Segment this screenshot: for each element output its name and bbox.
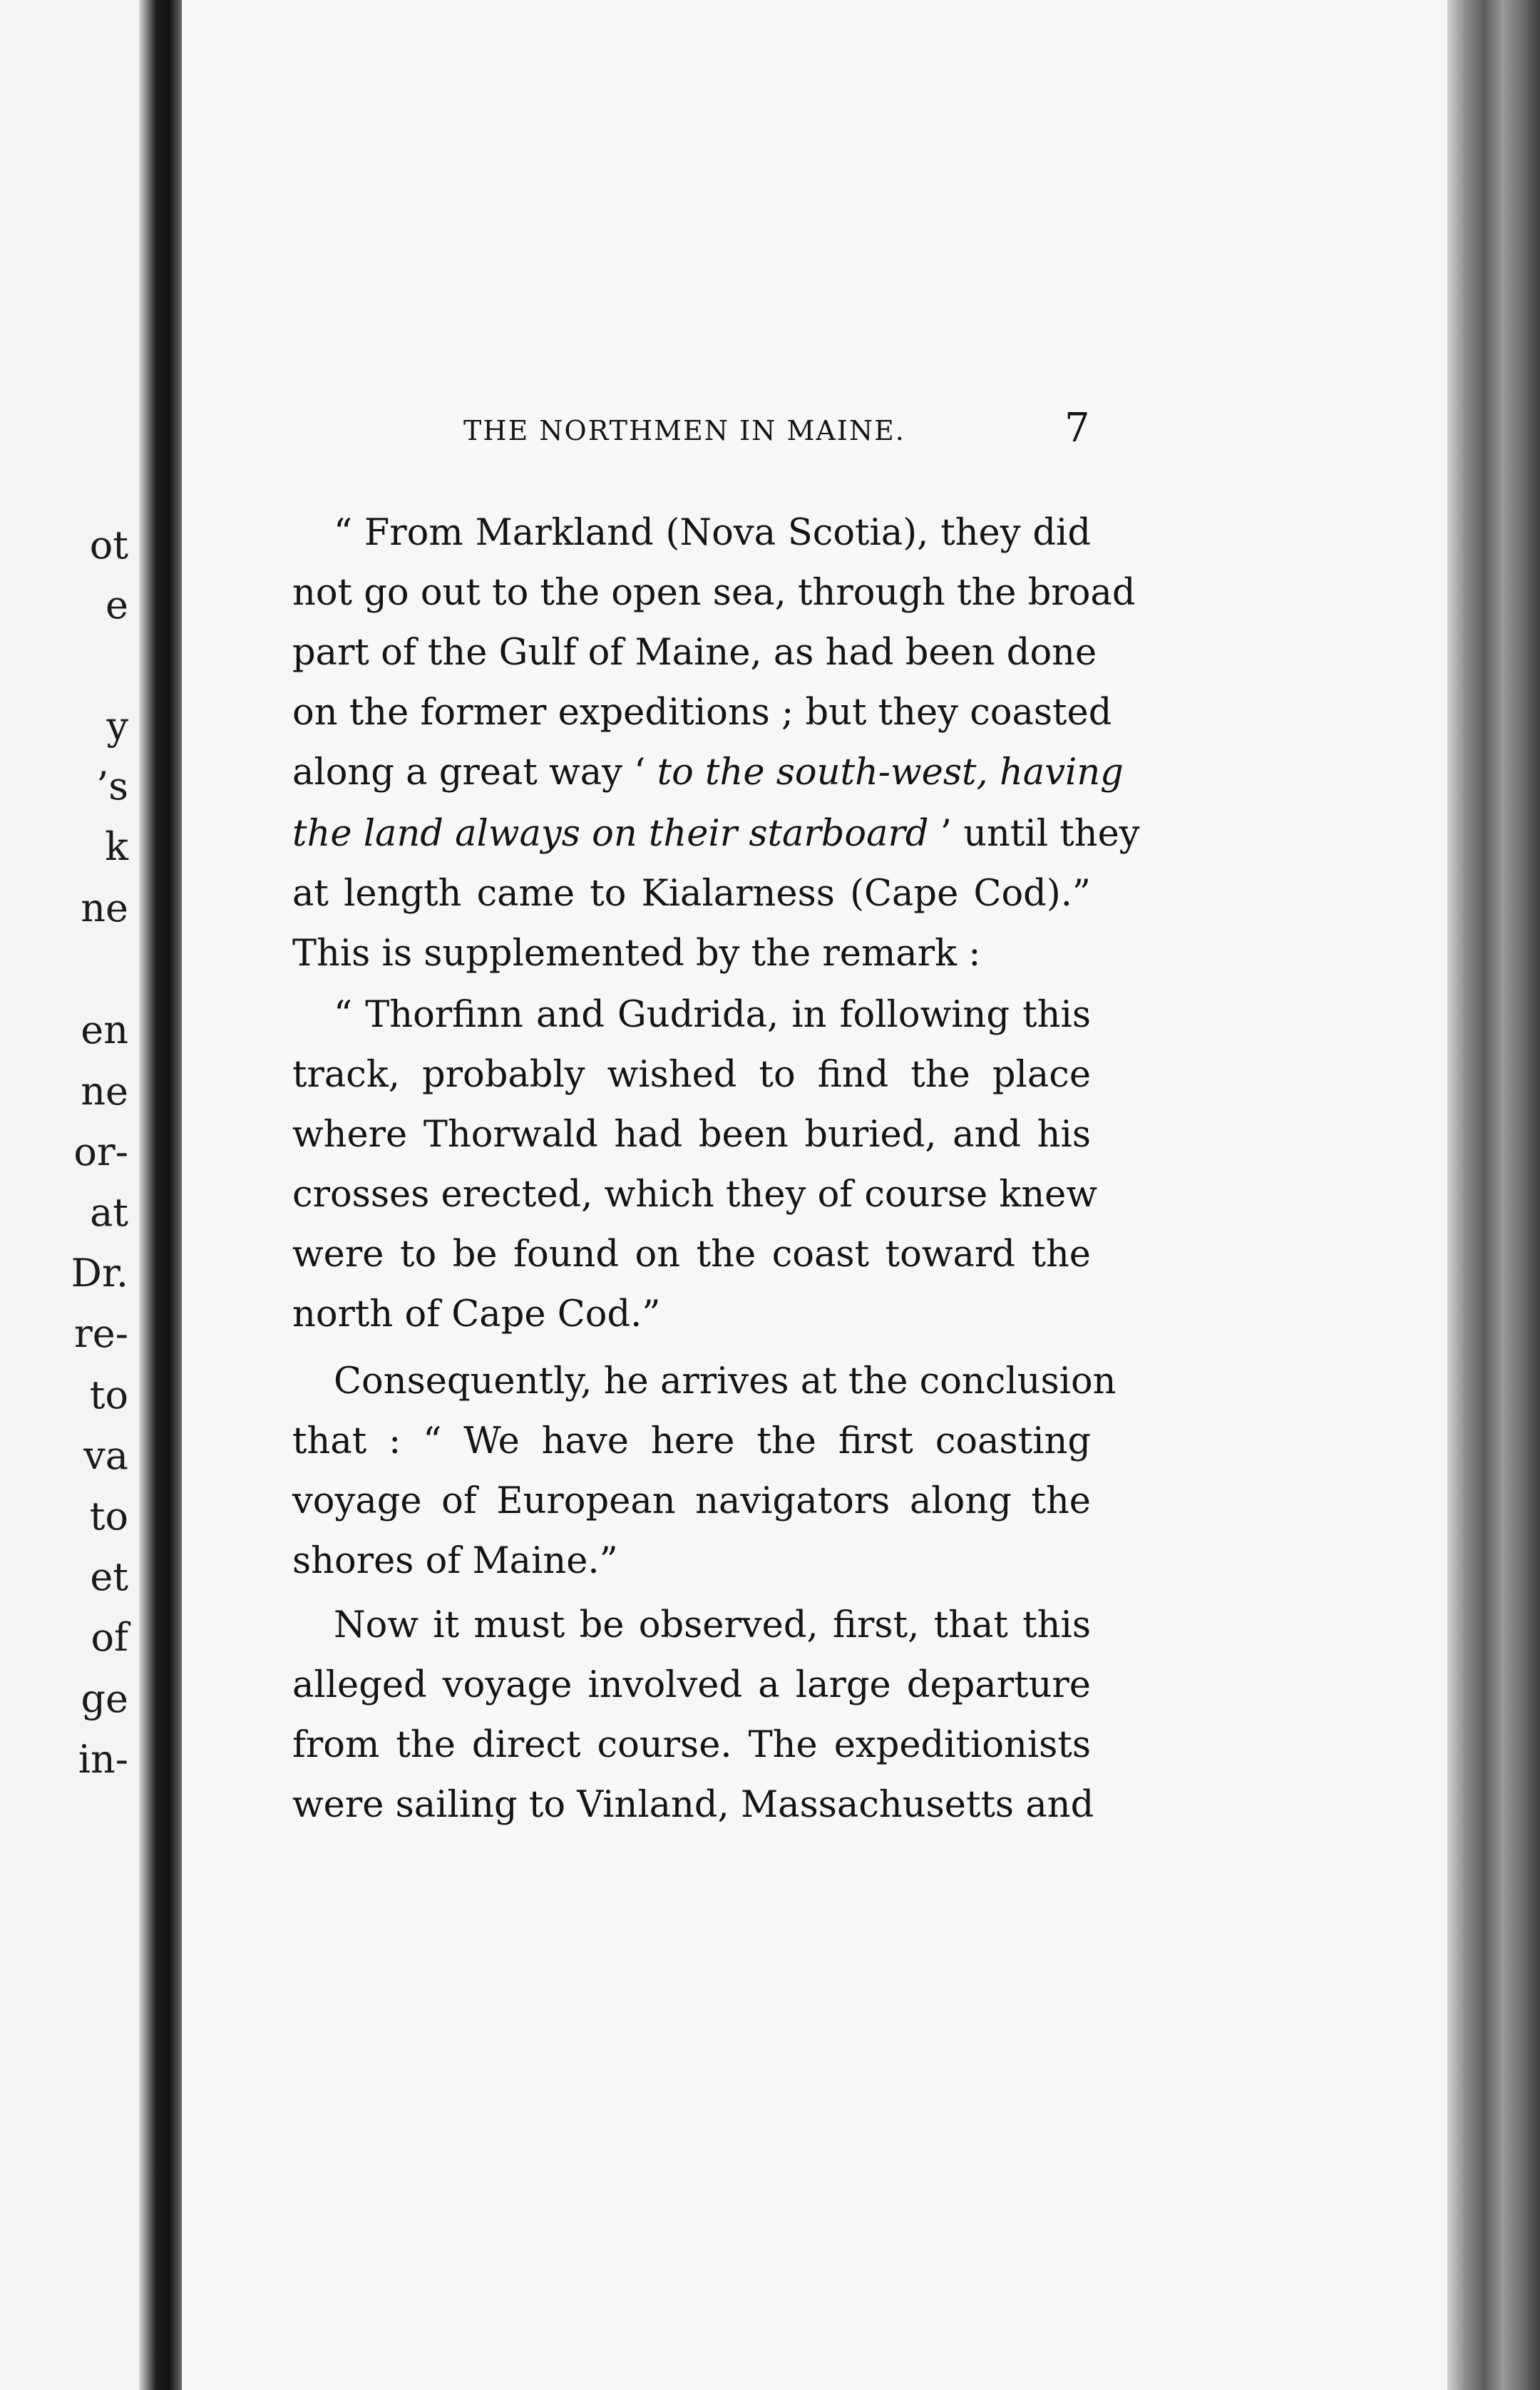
left-page-fragment: or-	[73, 1129, 128, 1174]
text-line: from the direct course. The expeditionists	[292, 1724, 1091, 1766]
text-line	[292, 752, 1124, 794]
left-page-fragment: y	[106, 704, 128, 749]
left-page-fragment: to	[89, 1373, 128, 1417]
text-line: shores of Maine.”	[292, 1540, 618, 1582]
left-page-fragment: in-	[78, 1737, 128, 1782]
left-page-fragment: va	[83, 1433, 128, 1478]
left-page-fragment: re-	[73, 1311, 128, 1356]
page-edges	[1447, 0, 1540, 2390]
left-page-fragment: et	[90, 1554, 128, 1599]
text-line: at length came to Kialarness (Cape Cod).”	[292, 873, 1091, 915]
text-line: were to be found on the coast toward the	[292, 1234, 1091, 1276]
text-line: not go out to the open sea, through the broad	[292, 572, 1136, 614]
left-page-fragment: en	[81, 1007, 128, 1052]
text-line: were sailing to Vinland, Massachusetts and	[292, 1784, 1094, 1826]
text-line: Now it must be observed, first, that this	[334, 1604, 1091, 1646]
text-line: part of the Gulf of Maine, as had been done	[292, 632, 1097, 674]
text-line: “ Thorfinn and Gudrida, in following this	[334, 994, 1091, 1036]
text-line: track, probably wished to find the place	[292, 1054, 1091, 1096]
left-page-fragment: ge	[81, 1676, 128, 1721]
left-page-fragment: ne	[81, 886, 128, 930]
book-gutter	[139, 0, 182, 2390]
text-line: Consequently, he arrives at the conclusion	[334, 1360, 1116, 1402]
left-page-fragment: ne	[81, 1069, 128, 1114]
left-page	[0, 0, 153, 2390]
left-page-fragment: at	[90, 1190, 128, 1235]
italic-quote: to the south-west, having	[657, 752, 1124, 794]
text-line: where Thorwald had been buried, and his	[292, 1114, 1091, 1156]
text-line	[292, 813, 1140, 856]
text-span: along a great way ‘	[292, 752, 646, 794]
text-line: This is supplemented by the remark :	[292, 933, 981, 975]
text-span: ’ until they	[940, 813, 1140, 855]
page-number: 7	[1064, 405, 1090, 451]
text-line: “ From Markland (Nova Scotia), they did	[334, 512, 1091, 554]
running-head: THE NORTHMEN IN MAINE.	[463, 415, 905, 446]
text-line: north of Cape Cod.”	[292, 1293, 661, 1335]
text-line: crosses erected, which they of course knew	[292, 1174, 1098, 1216]
left-page-fragment: k	[105, 824, 128, 869]
text-line: alleged voyage involved a large departure	[292, 1664, 1091, 1706]
italic-quote: the land always on their starboard	[292, 813, 929, 855]
left-page-fragment: e	[106, 583, 128, 627]
left-page-fragment: ot	[89, 523, 128, 568]
left-page-fragment: Dr.	[71, 1251, 128, 1296]
text-line: on the former expeditions ; but they coasted	[292, 692, 1112, 734]
left-page-fragment: ’s	[96, 764, 128, 809]
left-page-fragment: to	[89, 1494, 128, 1539]
left-page-fragment: of	[91, 1615, 128, 1660]
text-line: that : “ We have here the first coasting	[292, 1420, 1091, 1462]
text-line: voyage of European navigators along the	[292, 1480, 1091, 1522]
